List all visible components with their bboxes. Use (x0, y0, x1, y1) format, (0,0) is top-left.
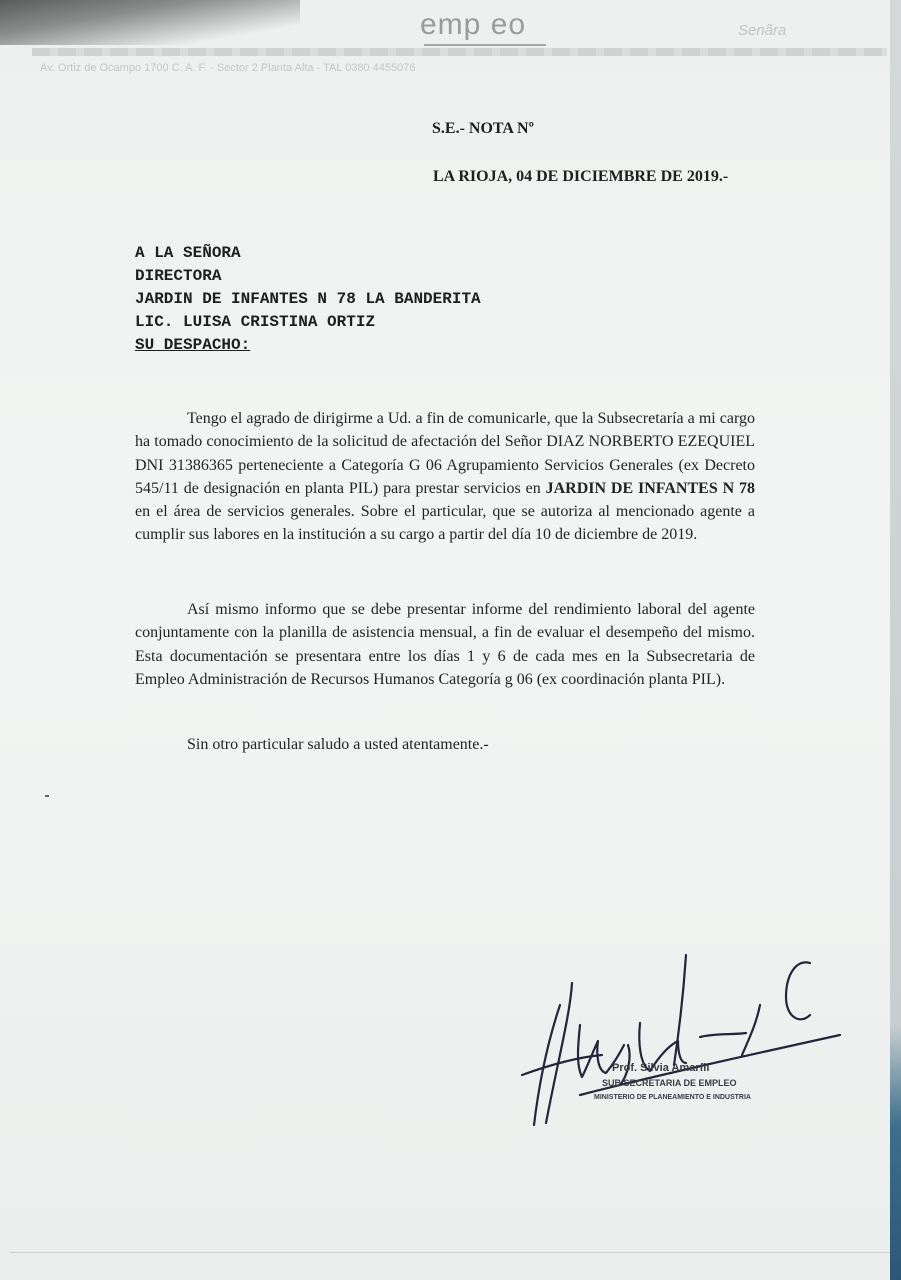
closing-paragraph: Sin otro particular saludo a usted atentamente.- (187, 736, 489, 753)
addressee-block (135, 242, 481, 357)
letter-date: LA RIOJA, 04 DE DICIEMBRE DE 2019.- (433, 168, 729, 185)
paragraph-1-bold-text: JARDIN DE INFANTES N 78 (545, 479, 755, 497)
addressee-line-2: DIRECTORA (135, 267, 222, 285)
letterhead-bar (32, 48, 887, 56)
letterhead-address: Av. Ortiz de Ocampo 1700 C. A. F. - Sector 2 Planta Alta - TAL 0380 4455076 (40, 62, 416, 74)
bottom-edge-line (10, 1252, 890, 1253)
background-right-strip (890, 0, 901, 1280)
addressee-line-4: LIC. LUISA CRISTINA ORTIZ (135, 313, 376, 331)
addressee-line-5: SU DESPACHO: (135, 336, 251, 354)
paragraph-1-text-b: en el área de servicios generales. Sobre el particular, que se autoriza al mencionado agente a cumplir sus labores en la institución a su cargo a partir del día 10 de diciembre de 2019. (135, 503, 755, 544)
letterhead-logo: emp eo (420, 8, 527, 41)
body-paragraph-1 (135, 407, 755, 547)
addressee-line-3: JARDIN DE INFANTES N 78 LA BANDERITA (135, 290, 481, 308)
addressee-line-1: A LA SEÑORA (135, 244, 241, 262)
body-paragraph-2: Así mismo informo que se debe presentar informe del rendimiento laboral del agente conjuntamente con la planilla de asistencia mensual, a fin de evaluar el desempeño del mismo. Esta documentación se presentara entre los días 1 y 6 de cada mes en la Subsecretaria de Empleo Administración de Recursos Humanos Categoría g 06 (ex coordinación planta PIL). (135, 601, 755, 688)
note-number: S.E.- NOTA Nº (432, 120, 534, 137)
signature-block (510, 945, 850, 1135)
letterhead-logo-underline (424, 44, 546, 46)
signatory-role: SUB SECRETARIA DE EMPLEO (602, 1078, 737, 1088)
signatory-name: Prof. Silvia Amarfil (612, 1062, 710, 1074)
signatory-ministry: MINISTERIO DE PLANEAMIENTO E INDUSTRIA (594, 1094, 751, 1101)
handwritten-signature (510, 945, 850, 1135)
speck-mark (45, 795, 49, 797)
corner-shadow (0, 0, 300, 45)
letterhead-right-text: Senãra (738, 22, 787, 39)
paragraph-1-text-a: Tengo el agrado de dirigirme a Ud. a fin de comunicarle, que la Subsecretaría a mi cargo ha tomado conocimiento de la solicitud de afectación del Señor DIAZ NORBERTO EZEQUIEL DNI 31386365 perteneciente a Categoría G 06 Agrupamiento Servicios Generales (ex Decreto 545/11 de designación en planta PIL) para prestar servicios en (135, 410, 755, 497)
